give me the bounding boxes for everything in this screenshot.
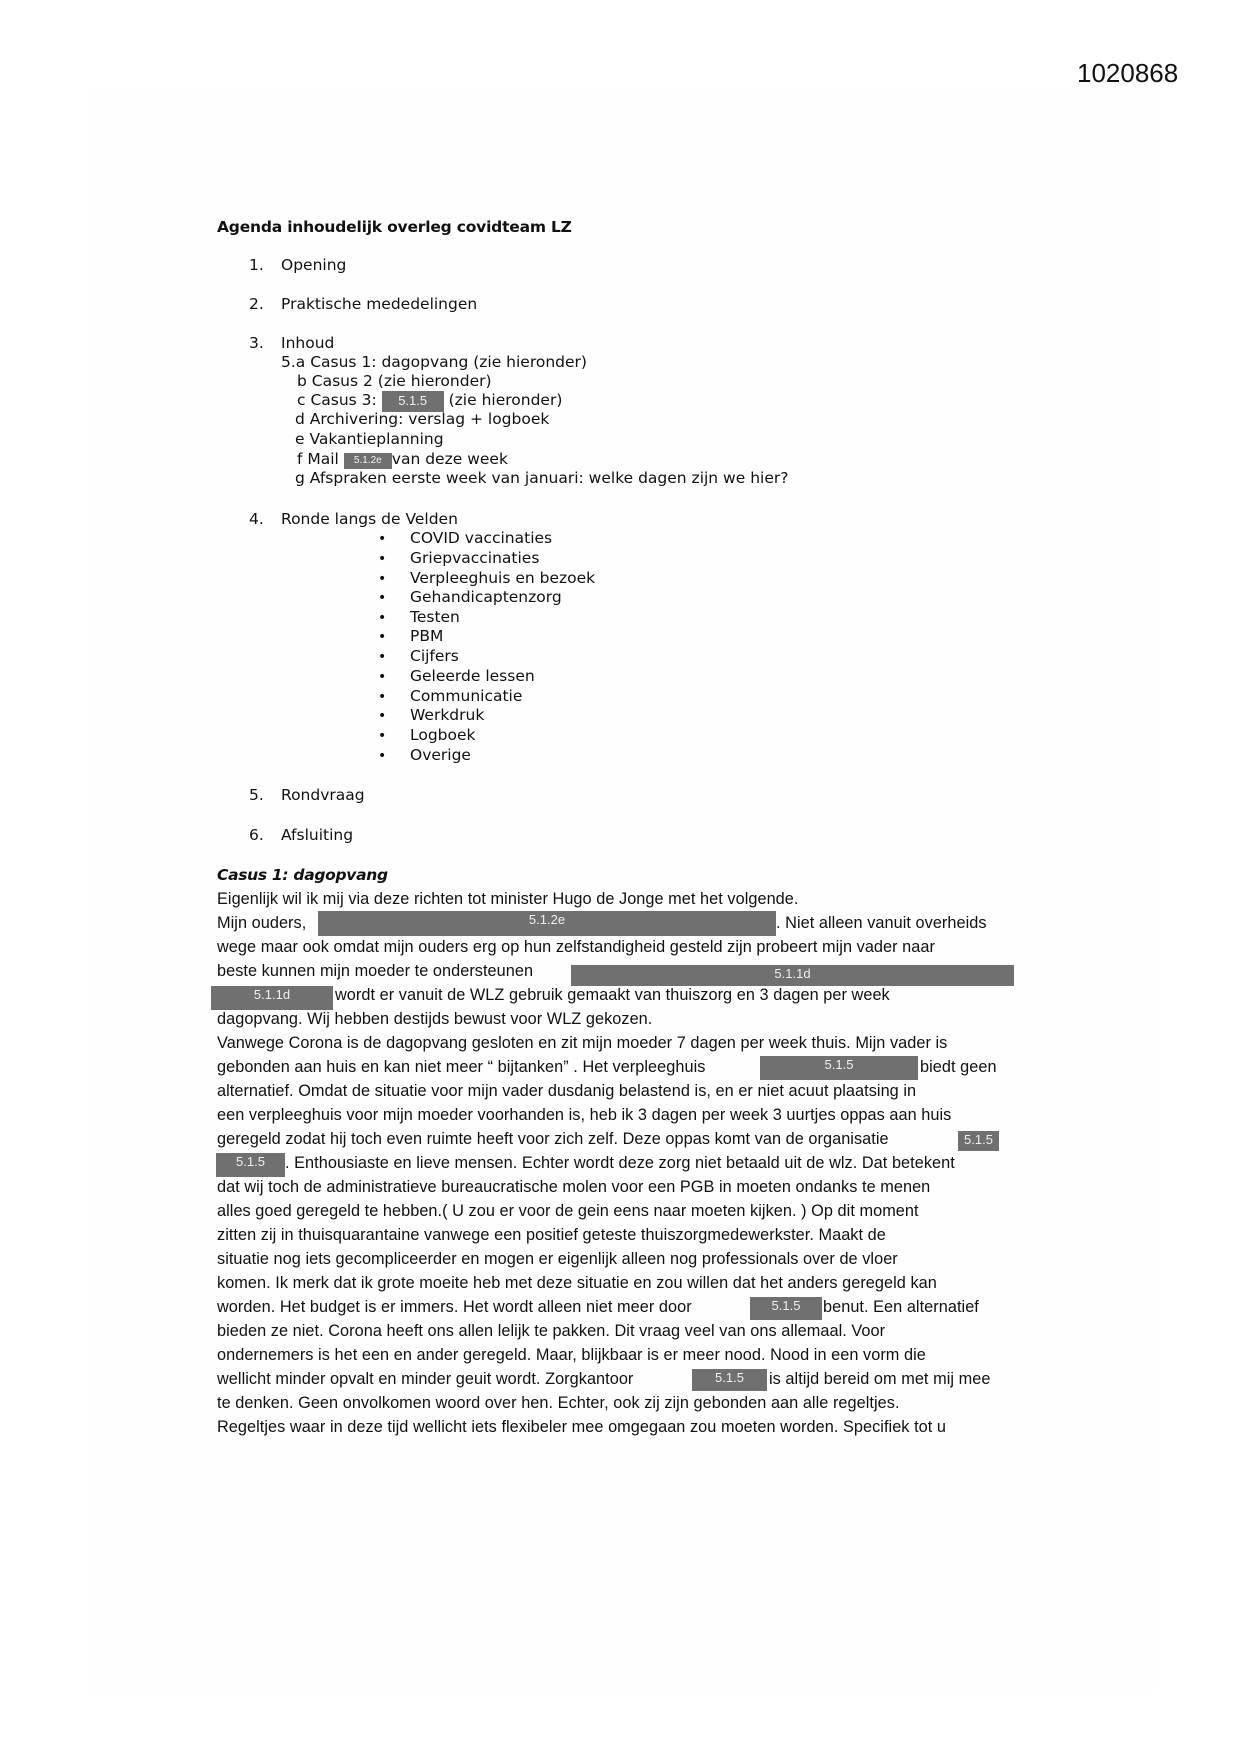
- velden-item: [378, 746, 471, 764]
- bullet-icon: •: [378, 629, 387, 645]
- body-line: ondernemers is het een en ander geregeld. Maar, blijkbaar is er meer nood. Nood in een vorm die: [217, 1346, 926, 1364]
- velden-label: Cijfers: [410, 647, 459, 665]
- inhoud-subitem-e: e Vakantieplanning: [295, 430, 444, 448]
- body-line: alles goed geregeld te hebben.( U zou er voor de gein eens naar moeten kijken. ) Op dit moment: [217, 1202, 919, 1220]
- body-line: Vanwege Corona is de dagopvang gesloten en zit mijn moeder 7 dagen per week thuis. Mijn vader is: [217, 1034, 948, 1052]
- item-label: Praktische mededelingen: [281, 295, 478, 313]
- inhoud-subitem-c: [297, 391, 562, 412]
- body-line: Eigenlijk wil ik mij via deze richten tot minister Hugo de Jonge met het volgende.: [217, 890, 799, 908]
- subitem-text: c Casus 3:: [297, 391, 382, 409]
- item-number: 2.: [249, 295, 264, 313]
- agenda-item-inhoud: [249, 334, 334, 352]
- velden-item: [378, 667, 535, 685]
- agenda-item-mededelingen: [249, 295, 477, 313]
- body-line: worden. Het budget is er immers. Het wordt alleen niet meer door: [217, 1298, 692, 1316]
- item-number: 5.: [249, 786, 264, 804]
- velden-label: Overige: [410, 746, 471, 764]
- body-line: een verpleeghuis voor mijn moeder voorhanden is, heb ik 3 dagen per week 3 uurtjes oppas aan huis: [217, 1106, 952, 1124]
- body-line: wellicht minder opvalt en minder geuit wordt. Zorgkantoor: [217, 1370, 634, 1388]
- agenda-item-afsluiting: [249, 826, 353, 844]
- item-label: Opening: [281, 256, 347, 274]
- casus1-title: Casus 1: dagopvang: [217, 866, 388, 884]
- subitem-text: f Mail: [297, 450, 344, 468]
- velden-item: [378, 706, 484, 724]
- redaction-box: 5.1.5: [958, 1131, 999, 1151]
- velden-label: Logboek: [410, 726, 476, 744]
- item-number: 6.: [249, 826, 264, 844]
- velden-label: Gehandicaptenzorg: [410, 588, 562, 606]
- body-line: dat wij toch de administratieve bureaucratische molen voor een PGB in moeten ondanks te menen: [217, 1178, 931, 1196]
- velden-item: [378, 687, 522, 705]
- body-line: alternatief. Omdat de situatie voor mijn vader dusdanig belastend is, en er niet acuut plaatsing in: [217, 1082, 917, 1100]
- velden-label: Testen: [410, 608, 460, 626]
- redaction-box: 5.1.2e: [318, 911, 776, 936]
- body-line: Mijn ouders,: [217, 914, 307, 932]
- redaction-box: 5.1.1d: [571, 965, 1014, 986]
- body-line: dagopvang. Wij hebben destijds bewust voor WLZ gekozen.: [217, 1010, 653, 1028]
- body-line: wordt er vanuit de WLZ gebruik gemaakt van thuiszorg en 3 dagen per week: [335, 986, 890, 1004]
- redaction-box: 5.1.5: [750, 1297, 822, 1320]
- item-label: Rondvraag: [281, 786, 365, 804]
- bullet-icon: •: [378, 728, 387, 744]
- velden-label: Communicatie: [410, 687, 523, 705]
- redaction-box: 5.1.5: [382, 391, 444, 412]
- velden-label: COVID vaccinaties: [410, 529, 553, 547]
- velden-item: [378, 569, 595, 587]
- velden-item: [378, 627, 443, 645]
- bullet-icon: •: [378, 649, 387, 665]
- bullet-icon: •: [378, 708, 387, 724]
- document-number: 1020868: [1077, 58, 1179, 88]
- velden-item: [378, 608, 460, 626]
- agenda-item-opening: [249, 256, 346, 274]
- body-line: benut. Een alternatief: [823, 1298, 979, 1316]
- bullet-icon: •: [378, 610, 387, 626]
- redaction-box: 5.1.5: [692, 1369, 767, 1391]
- velden-label: Geleerde lessen: [410, 667, 535, 685]
- velden-label: PBM: [410, 627, 444, 645]
- velden-label: Verpleeghuis en bezoek: [410, 569, 596, 587]
- velden-item: [378, 726, 476, 744]
- subitem-text: van deze week: [391, 450, 508, 468]
- redaction-box: 5.1.1d: [211, 986, 333, 1010]
- inhoud-subitem-b: b Casus 2 (zie hieronder): [297, 372, 492, 390]
- body-line: is altijd bereid om met mij mee: [769, 1370, 991, 1388]
- inhoud-subitem-f: [297, 450, 508, 469]
- item-label: Ronde langs de Velden: [281, 510, 458, 528]
- velden-item: [378, 588, 562, 606]
- inhoud-subitem-d: d Archivering: verslag + logboek: [295, 410, 550, 428]
- body-line: beste kunnen mijn moeder te ondersteunen: [217, 962, 534, 980]
- body-line: situatie nog iets gecompliceerder en mogen er eigenlijk alleen nog professionals over de vloer: [217, 1250, 898, 1268]
- body-line: zitten zij in thuisquarantaine vanwege een positief geteste thuiszorgmedewerkster. Maakt de: [217, 1226, 886, 1244]
- body-line: wege maar ook omdat mijn ouders erg op hun zelfstandigheid gesteld zijn probeert mijn vader naar: [217, 938, 935, 956]
- velden-label: Griepvaccinaties: [410, 549, 540, 567]
- agenda-item-rondvraag: [249, 786, 365, 804]
- body-line: te denken. Geen onvolkomen woord over hen. Echter, ook zij zijn gebonden aan alle regeltjes.: [217, 1394, 900, 1412]
- agenda-item-velden: [249, 510, 458, 528]
- body-line: biedt geen: [920, 1058, 997, 1076]
- body-line: gebonden aan huis en kan niet meer “ bijtanken” . Het verpleeghuis: [217, 1058, 706, 1076]
- item-label: Inhoud: [281, 334, 335, 352]
- item-label: Afsluiting: [281, 826, 354, 844]
- velden-item: [378, 529, 552, 547]
- bullet-icon: •: [378, 669, 387, 685]
- bullet-icon: •: [378, 689, 387, 705]
- redaction-box: 5.1.5: [760, 1056, 918, 1080]
- item-number: 3.: [249, 334, 264, 352]
- redaction-box: 5.1.5: [216, 1153, 285, 1177]
- body-line: . Niet alleen vanuit overheids: [776, 914, 987, 932]
- bullet-icon: •: [378, 590, 387, 606]
- bullet-icon: •: [378, 571, 387, 587]
- item-number: 1.: [249, 256, 264, 274]
- body-line: geregeld zodat hij toch even ruimte heeft voor zich zelf. Deze oppas komt van de organisatie: [217, 1130, 889, 1148]
- velden-label: Werkdruk: [410, 706, 485, 724]
- inhoud-subitem-g: g Afspraken eerste week van januari: welke dagen zijn we hier?: [295, 469, 789, 487]
- inhoud-subitem-a: 5.a Casus 1: dagopvang (zie hieronder): [281, 353, 587, 371]
- bullet-icon: •: [378, 531, 387, 547]
- bullet-icon: •: [378, 748, 387, 764]
- body-line: bieden ze niet. Corona heeft ons allen lelijk te pakken. Dit vraag veel van ons allemaal. Voor: [217, 1322, 886, 1340]
- agenda-title: Agenda inhoudelijk overleg covidteam LZ: [217, 218, 572, 236]
- subitem-text: (zie hieronder): [443, 391, 563, 409]
- item-number: 4.: [249, 510, 264, 528]
- redaction-box: 5.1.2e: [344, 453, 392, 469]
- velden-item: [378, 549, 539, 567]
- body-line: Regeltjes waar in deze tijd wellicht iets flexibeler mee omgegaan zou moeten worden. Specifiek tot u: [217, 1418, 946, 1436]
- velden-item: [378, 647, 459, 665]
- body-line: komen. Ik merk dat ik grote moeite heb met deze situatie en zou willen dat het anders geregeld kan: [217, 1274, 937, 1292]
- bullet-icon: •: [378, 551, 387, 567]
- body-line: . Enthousiaste en lieve mensen. Echter wordt deze zorg niet betaald uit de wlz. Dat betekent: [285, 1154, 955, 1172]
